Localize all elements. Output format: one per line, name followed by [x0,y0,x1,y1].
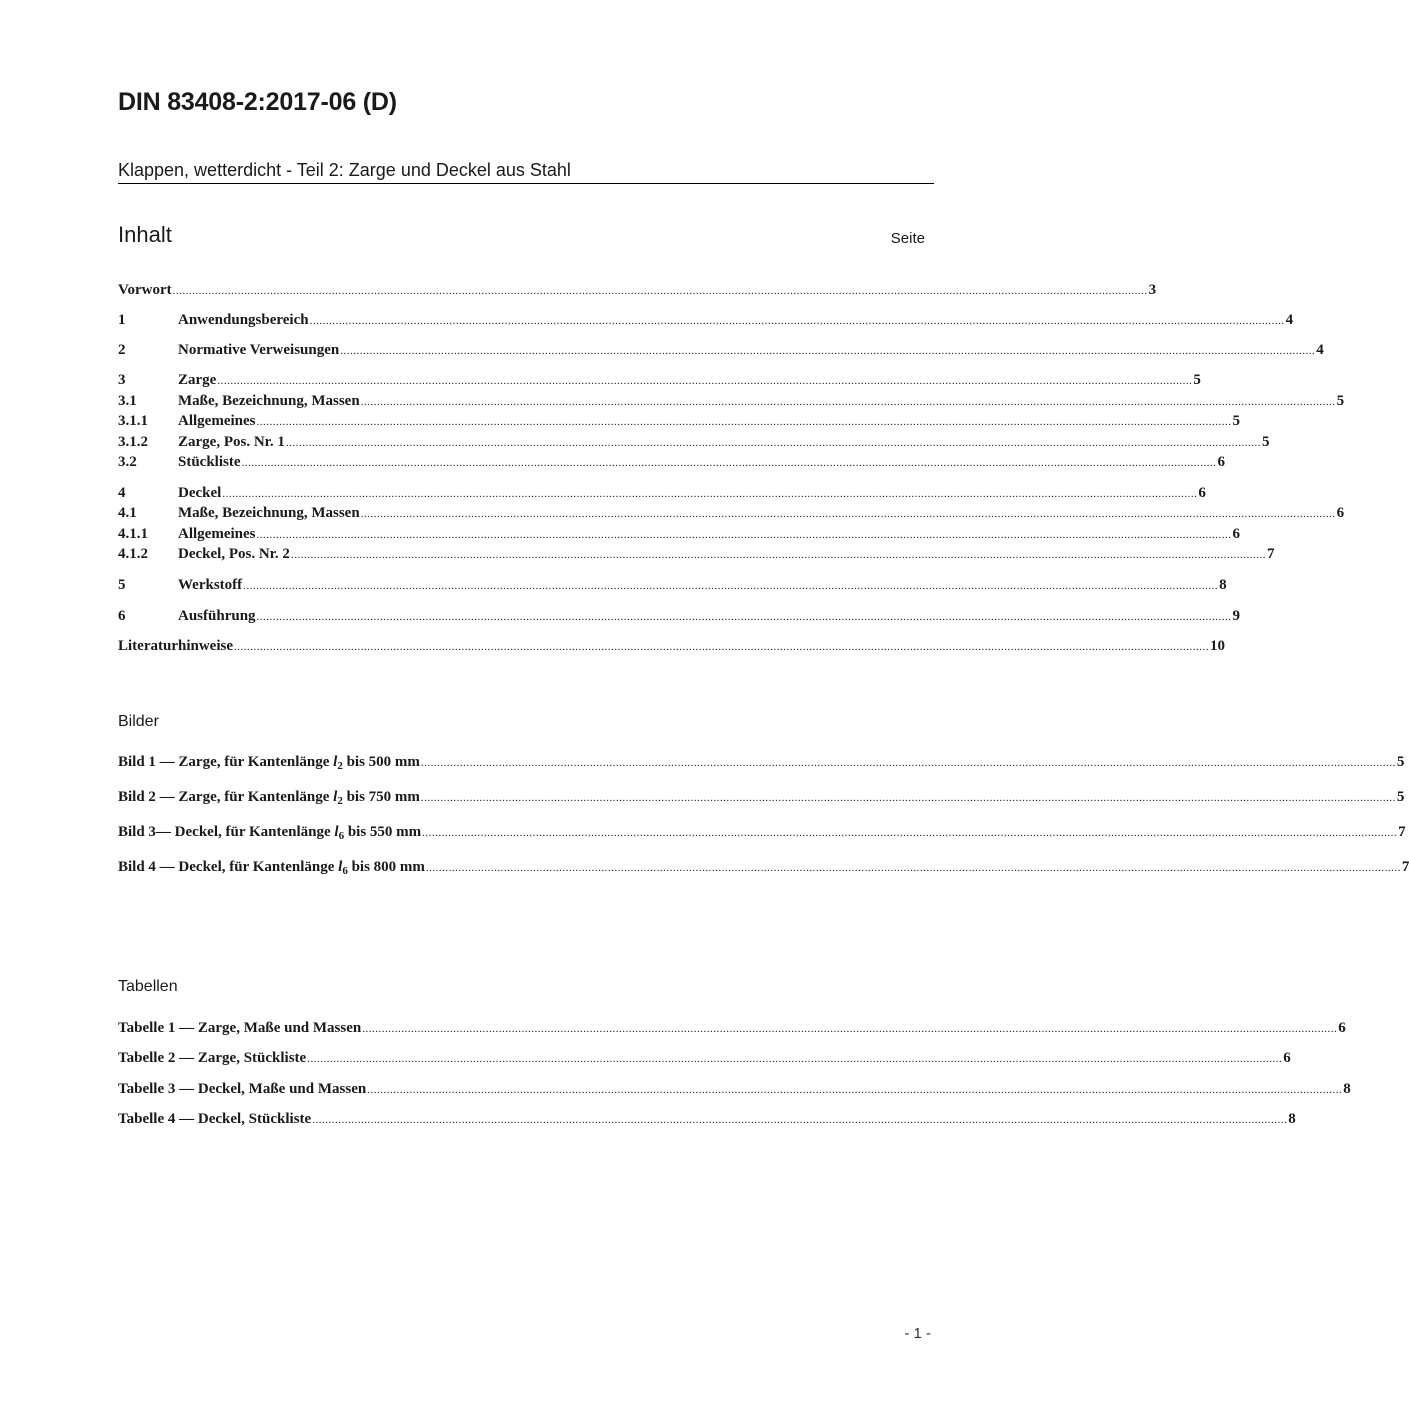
toc-entry-page: 5 [1336,393,1345,409]
toc-entry-page: 6 [1336,505,1345,521]
dot-leader: ............................................................................................................................................................................................................................................................................................................ [307,1053,1283,1065]
dot-leader: ............................................................................................................................................................................................................................................................................................................ [360,396,1336,408]
figure-entry-2[interactable] [118,787,1405,807]
table-entry-page: 6 [1338,1020,1346,1036]
toc-entry-5[interactable] [118,575,1227,595]
toc-entry-number: 3 [118,372,126,388]
page-column-label: Seite [890,230,925,247]
table-entry-label: Tabelle 4 — Deckel, Stückliste [118,1111,312,1127]
table-entry-label: Tabelle 1 — Zarge, Maße und Massen [118,1020,362,1036]
page-number: - 1 - [904,1325,931,1342]
toc-entry-label: Zarge, Pos. Nr. 1 [178,434,285,450]
toc-entry-number: 2 [118,342,126,358]
toc-entry-6[interactable] [118,606,1241,626]
document-id: DIN 83408-2:2017-06 (D) [118,88,397,116]
dot-leader: ............................................................................................................................................................................................................................................................................................................ [285,437,1261,449]
toc-entry-number: 5 [118,577,126,593]
toc-entry-label: Allgemeines [178,526,256,542]
toc-entry-label: Allgemeines [178,413,256,429]
toc-entry-number: 1 [118,312,126,328]
toc-entry-label: Anwendungsbereich [178,312,309,328]
toc-entry-page: 9 [1232,608,1241,624]
toc-entry-page: 5 [1193,372,1201,388]
toc-entry-label: Stückliste [178,454,241,470]
figure-entry-page: 5 [1396,754,1405,770]
dot-leader: ............................................................................................................................................................................................................................................................................................................ [256,416,1232,428]
figure-entry-3[interactable] [118,822,1406,842]
table-entry-4[interactable] [118,1109,1296,1129]
toc-entry-label: Normative Verweisungen [178,342,340,358]
figure-entry-page: 7 [1398,824,1406,840]
toc-entry-3-1-2[interactable] [118,432,1270,452]
dot-leader: ............................................................................................................................................................................................................................................................................................................ [425,862,1401,874]
toc-entry-vorwort[interactable] [118,280,1157,300]
figure-entry-page: 7 [1401,859,1409,875]
dot-leader: ............................................................................................................................................................................................................................................................................................................ [241,457,1217,469]
dot-leader: ............................................................................................................................................................................................................................................................................................................ [243,580,1219,592]
figures-heading: Bilder [118,713,159,730]
length-symbol: $l_6$ [338,859,348,877]
toc-entry-label: Ausführung [178,608,256,624]
dot-leader: ............................................................................................................................................................................................................................................................................................................ [256,529,1232,541]
dot-leader: ............................................................................................................................................................................................................................................................................................................ [340,345,1316,357]
toc-entry-page: 8 [1219,577,1227,593]
figure-entry-label: Bild 1 — Zarge, für Kantenlänge $l_2$ bis 500 mm [118,754,420,772]
toc-entry-4[interactable] [118,483,1206,503]
dot-leader: ............................................................................................................................................................................................................................................................................................................ [420,792,1396,804]
table-entry-label: Tabelle 2 — Zarge, Stückliste [118,1050,307,1066]
tables-heading: Tabellen [118,978,178,995]
table-entry-label: Tabelle 3 — Deckel, Maße und Massen [118,1081,367,1097]
figure-entry-page: 5 [1396,789,1405,805]
toc-entry-label: Maße, Bezeichnung, Massen [178,393,360,409]
toc-entry-4-1-1[interactable] [118,524,1240,544]
toc-entry-label: Deckel [178,485,222,501]
dot-leader: ............................................................................................................................................................................................................................................................................................................ [367,1084,1343,1096]
dot-leader: ............................................................................................................................................................................................................................................................................................................ [362,1023,1338,1035]
toc-entry-4-1-2[interactable] [118,544,1275,564]
toc-entry-label: Deckel, Pos. Nr. 2 [178,546,290,562]
toc-entry-3[interactable] [118,370,1201,390]
table-entry-page: 8 [1343,1081,1351,1097]
dot-leader: ............................................................................................................................................................................................................................................................................................................ [420,757,1396,769]
toc-entry-number: 3.2 [118,454,137,470]
toc-entry-number: 3.1.2 [118,434,148,450]
toc-entry-literaturhinweise[interactable] [118,636,1225,656]
toc-entry-3-2[interactable] [118,452,1226,472]
toc-entry-2[interactable] [118,340,1324,360]
table-entry-3[interactable] [118,1079,1351,1099]
contents-heading: Inhalt [118,222,172,247]
dot-leader: ............................................................................................................................................................................................................................................................................................................ [256,611,1232,623]
dot-leader: ............................................................................................................................................................................................................................................................................................................ [290,549,1266,561]
table-entry-2[interactable] [118,1048,1291,1068]
toc-entry-number: 4.1.2 [118,546,148,562]
table-entry-page: 8 [1288,1111,1296,1127]
toc-entry-label: Zarge [178,372,217,388]
figure-entry-label: Bild 2 — Zarge, für Kantenlänge $l_2$ bis 750 mm [118,789,420,807]
dot-leader: ............................................................................................................................................................................................................................................................................................................ [309,315,1285,327]
toc-entry-page: 10 [1209,638,1225,654]
toc-entry-label: Werkstoff [178,577,243,593]
figure-entry-label: Bild 4 — Deckel, für Kantenlänge $l_6$ bis 800 mm [118,859,425,877]
toc-entry-number: 6 [118,608,126,624]
toc-entry-page: 4 [1316,342,1324,358]
toc-entry-number: 4.1.1 [118,526,148,542]
toc-entry-page: 6 [1217,454,1226,470]
toc-entry-1[interactable] [118,310,1294,330]
document-subtitle: Klappen, wetterdicht - Teil 2: Zarge und Deckel aus Stahl [118,159,934,184]
toc-entry-number: 3.1 [118,393,137,409]
dot-leader: ............................................................................................................................................................................................................................................................................................................ [422,827,1398,839]
toc-entry-page: 7 [1266,546,1275,562]
table-entry-1[interactable] [118,1018,1346,1038]
toc-entry-page: 3 [1148,282,1157,298]
table-entry-page: 6 [1283,1050,1291,1066]
toc-entry-page: 6 [1232,526,1240,542]
toc-entry-number: 4 [118,485,126,501]
toc-entry-3-1-1[interactable] [118,411,1240,431]
figure-entry-label: Bild 3— Deckel, für Kantenlänge $l_6$ bis 550 mm [118,824,422,842]
toc-entry-page: 6 [1198,485,1206,501]
toc-entry-number: 3.1.1 [118,413,148,429]
length-symbol: $l_2$ [333,754,343,772]
length-symbol: $l_2$ [333,789,343,807]
dot-leader: ............................................................................................................................................................................................................................................................................................................ [222,488,1198,500]
dot-leader: ............................................................................................................................................................................................................................................................................................................ [360,508,1336,520]
toc-entry-label: Maße, Bezeichnung, Massen [178,505,360,521]
dot-leader: ............................................................................................................................................................................................................................................................................................................ [217,375,1193,387]
toc-entry-page: 4 [1285,312,1294,328]
toc-entry-number: 4.1 [118,505,137,521]
length-symbol: $l_6$ [334,824,345,842]
toc-entry-label: Vorwort [118,282,172,298]
toc-entry-label: Literaturhinweise [118,638,233,654]
toc-entry-page: 5 [1261,434,1270,450]
figure-entry-4[interactable] [118,857,1409,877]
figure-entry-1[interactable] [118,752,1405,772]
toc-entry-3-1[interactable] [118,391,1345,411]
dot-leader: ............................................................................................................................................................................................................................................................................................................ [233,641,1209,653]
toc-entry-4-1[interactable] [118,503,1345,523]
toc-entry-page: 5 [1232,413,1240,429]
dot-leader: ............................................................................................................................................................................................................................................................................................................ [312,1114,1288,1126]
dot-leader: ............................................................................................................................................................................................................................................................................................................ [172,285,1148,297]
